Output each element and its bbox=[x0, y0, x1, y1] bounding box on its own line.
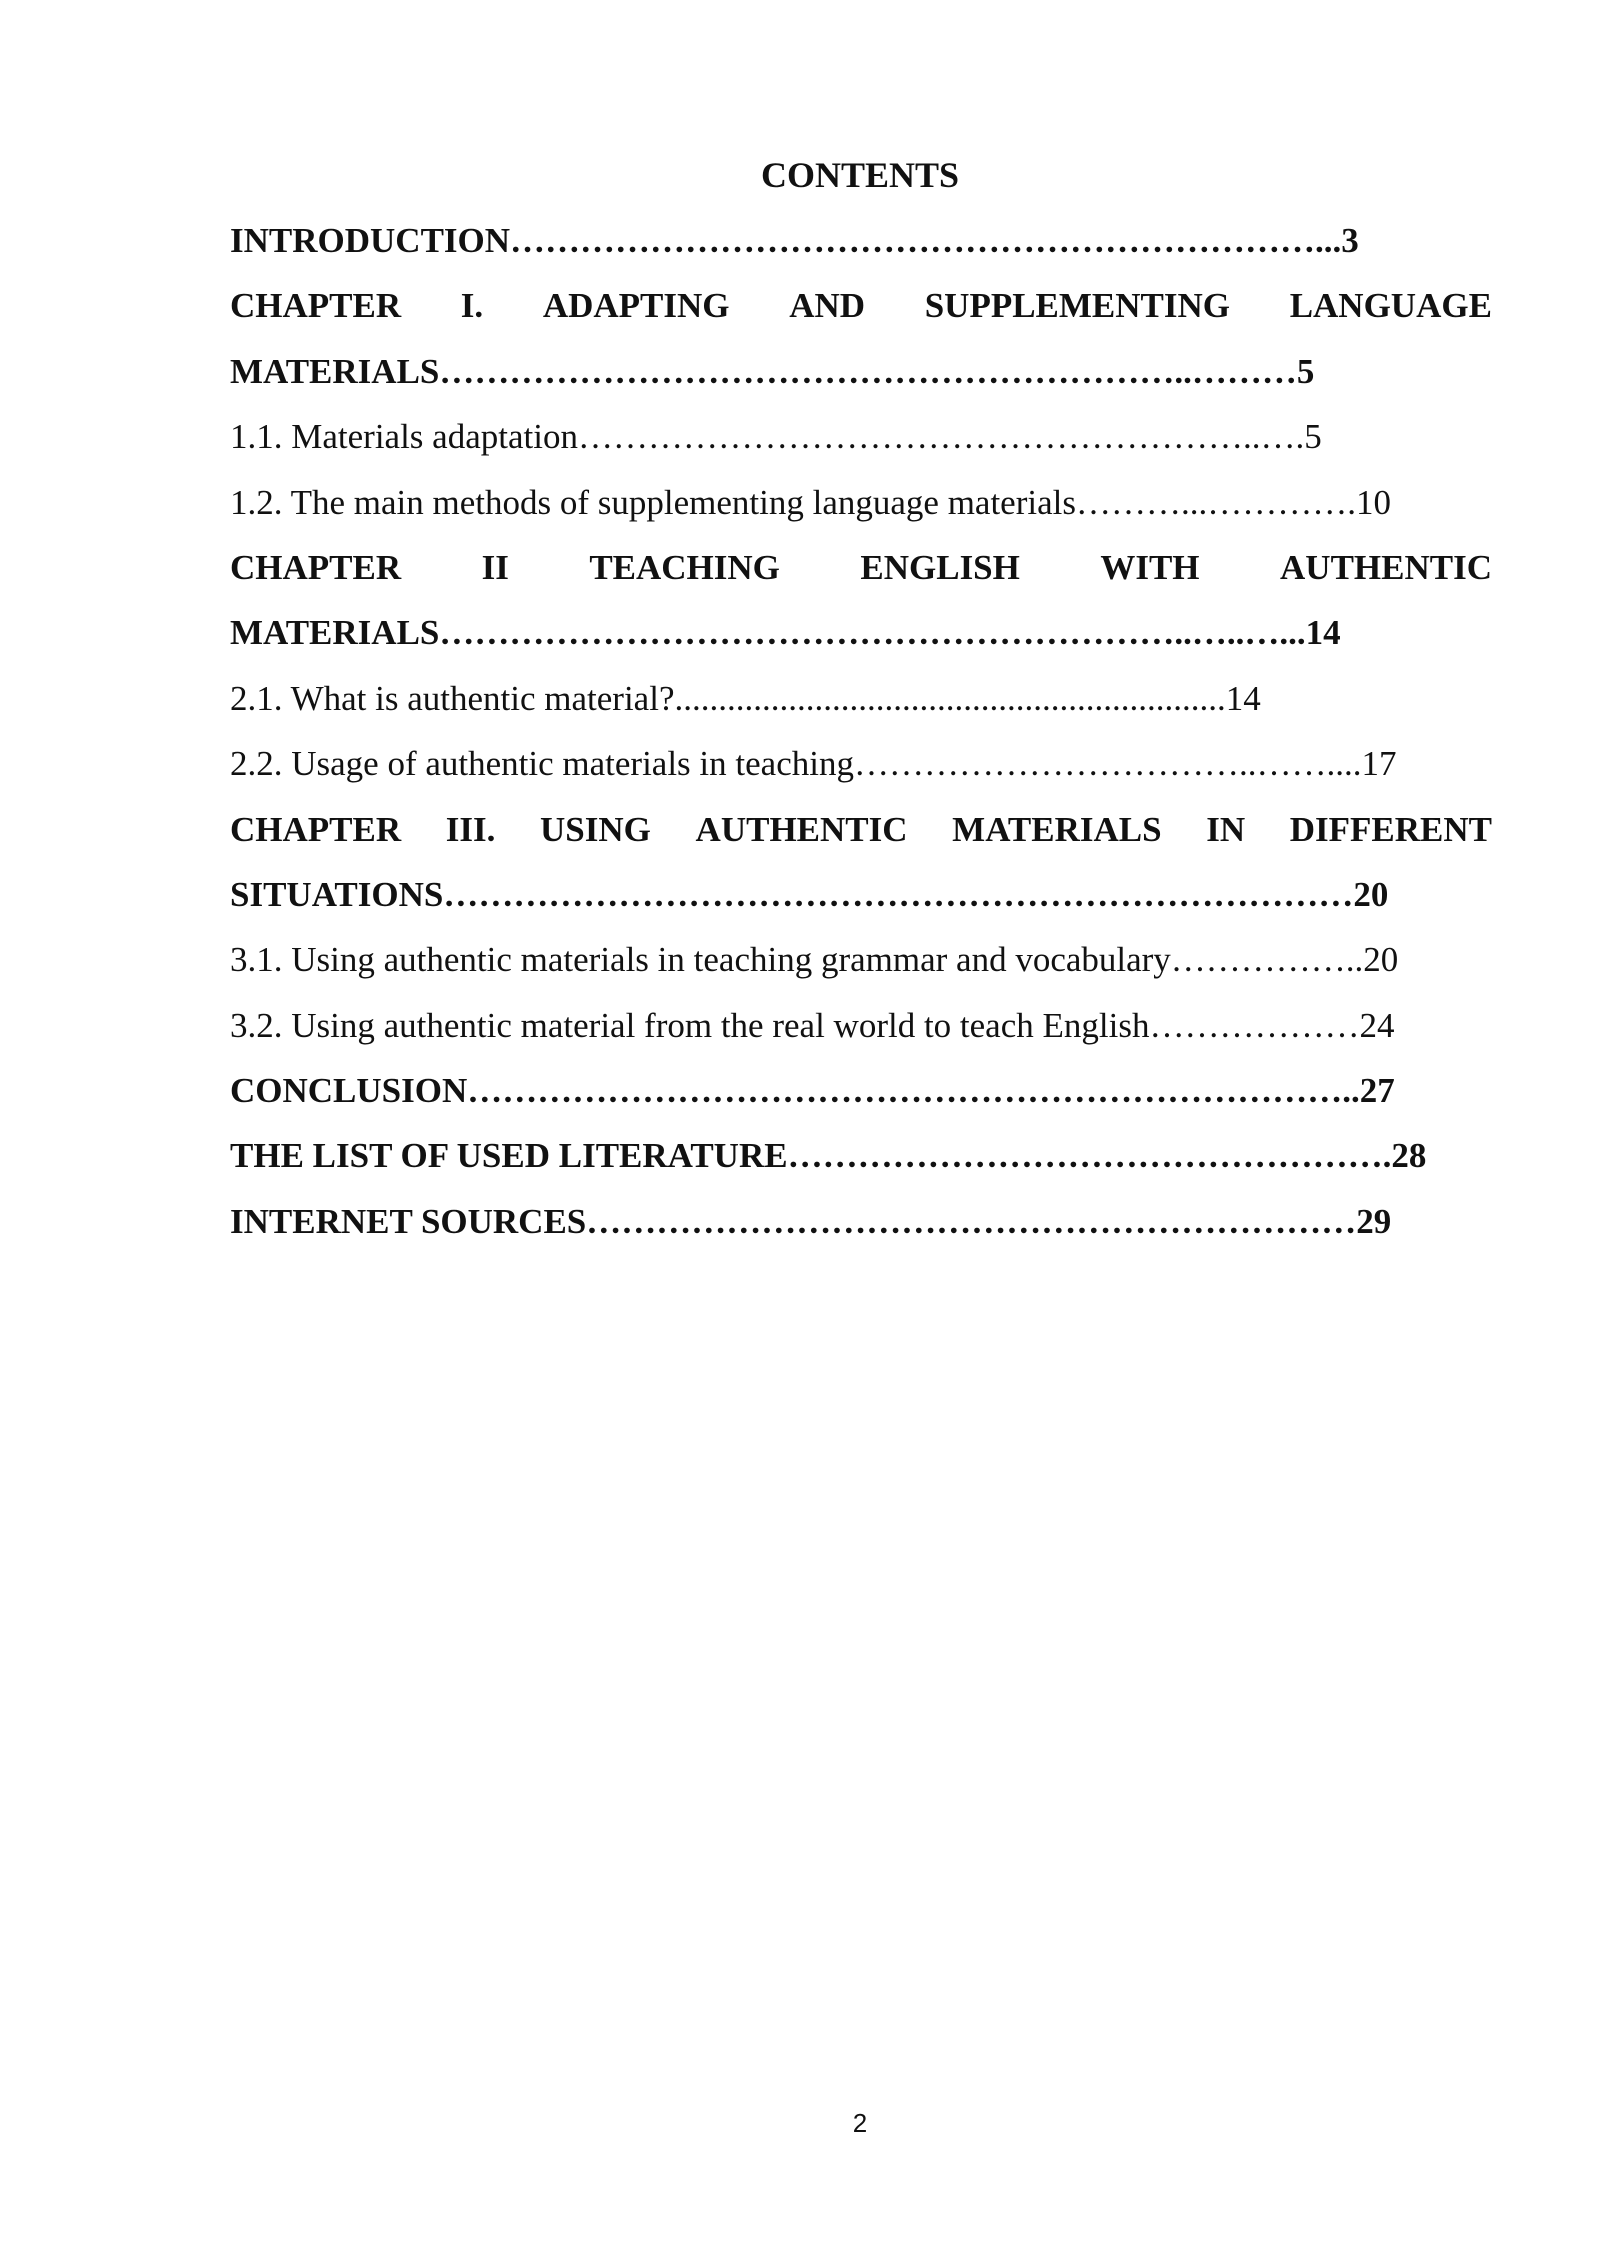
chapter1-word: SUPPLEMENTING bbox=[924, 286, 1231, 326]
table-of-contents bbox=[230, 216, 1492, 1262]
chapter2-word: II bbox=[481, 547, 509, 587]
chapter3-word: IN bbox=[1206, 809, 1246, 849]
toc-section-3-1: 3.1. Using authentic materials in teaching grammar and vocabulary……………..20 bbox=[230, 940, 1399, 980]
toc-chapter3-heading-line1 bbox=[230, 805, 1492, 870]
toc-section-2-1: 2.1. What is authentic material?...............................................................14 bbox=[230, 678, 1261, 718]
page-number: 2 bbox=[852, 2108, 868, 2138]
chapter2-word: TEACHING bbox=[589, 547, 780, 587]
toc-chapter2-heading-line1 bbox=[230, 543, 1492, 608]
toc-entry-conclusion: CONCLUSION…………………………………………………………………..27 bbox=[230, 1071, 1395, 1111]
chapter3-word: DIFFERENT bbox=[1289, 809, 1492, 849]
toc-chapter2-heading-line2: MATERIALS………………………………………………………..…..…...14 bbox=[230, 613, 1341, 653]
contents-title: CONTENTS bbox=[760, 155, 960, 195]
chapter3-word: III. bbox=[445, 809, 496, 849]
chapter3-word: USING bbox=[540, 809, 651, 849]
toc-chapter1-heading-line1 bbox=[230, 281, 1492, 346]
chapter2-word: WITH bbox=[1100, 547, 1200, 587]
chapter1-word: LANGUAGE bbox=[1289, 286, 1492, 326]
chapter3-word: MATERIALS bbox=[952, 809, 1162, 849]
chapter2-word: AUTHENTIC bbox=[1280, 547, 1492, 587]
toc-section-1-1: 1.1. Materials adaptation…………………………………………………..….5 bbox=[230, 417, 1322, 457]
toc-entry-introduction: INTRODUCTION……………………………………………………………...3 bbox=[230, 221, 1359, 260]
toc-chapter1-heading-line2: MATERIALS………………………………………………………..………5 bbox=[230, 351, 1315, 391]
chapter1-word: I. bbox=[460, 286, 484, 326]
chapter2-word: CHAPTER bbox=[230, 547, 402, 587]
toc-entry-literature: THE LIST OF USED LITERATURE…………………………………………….28 bbox=[230, 1136, 1427, 1176]
toc-section-1-2: 1.2. The main methods of supplementing language materials………...………….10 bbox=[230, 482, 1391, 522]
toc-section-3-2: 3.2. Using authentic material from the real world to teach English………………24 bbox=[230, 1005, 1395, 1045]
chapter1-word: AND bbox=[789, 286, 866, 326]
toc-chapter3-heading-line2: SITUATIONS……………………………………………………………………20 bbox=[230, 874, 1389, 914]
toc-section-2-2: 2.2. Usage of authentic materials in teaching……………………………..……....17 bbox=[230, 744, 1397, 784]
chapter3-word: AUTHENTIC bbox=[695, 809, 908, 849]
chapter1-word: CHAPTER bbox=[230, 286, 402, 326]
toc-entry-internet-sources: INTERNET SOURCES…………………………………………………………29 bbox=[230, 1201, 1392, 1241]
chapter1-word: ADAPTING bbox=[542, 286, 730, 326]
chapter3-word: CHAPTER bbox=[230, 809, 402, 849]
chapter2-word: ENGLISH bbox=[860, 547, 1020, 587]
